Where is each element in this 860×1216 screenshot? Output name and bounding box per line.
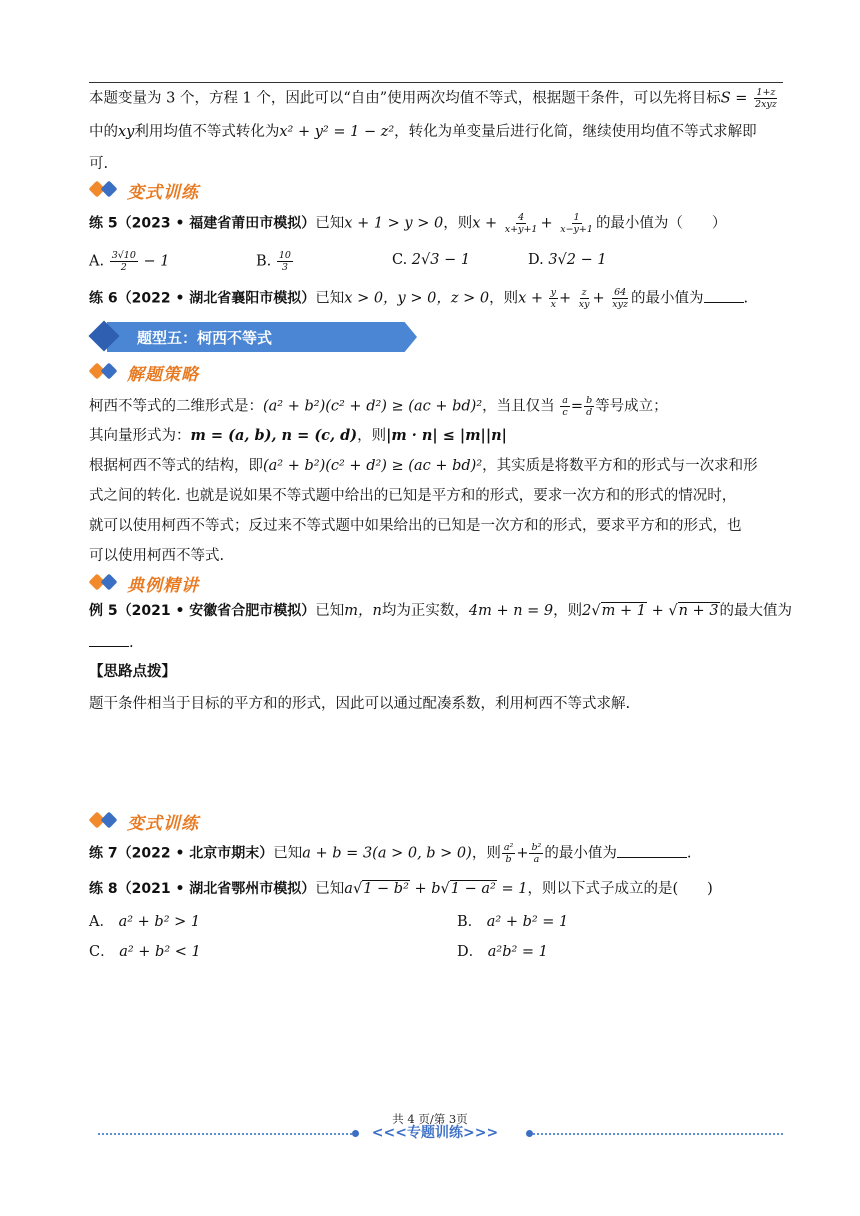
topic-banner (89, 322, 431, 352)
option-a: A． a² + b² > 1 (89, 914, 201, 930)
exercise-8: 练 8（2021 • 湖北省鄂州市模拟）已知a√1 − b² + b√1 − a² = 1，则以下式子成立的是( ) (89, 881, 713, 897)
answer-blank[interactable] (89, 634, 129, 647)
option-c: C. 2√3 − 1 (392, 252, 471, 268)
section-heading-example: 典例精讲 (89, 571, 199, 595)
intro-text: 本题变量为 3 个，方程 1 个，因此可以“自由”使用两次均值不等式，根据题干条件，可以先将目标 (89, 90, 721, 107)
exercise-label: 练 7（2022 • 北京市期末） (89, 845, 274, 862)
strategy-line-2: 其向量形式为：m = (a, b), n = (c, d)，则|m · n| ≤ |m||n| (89, 427, 507, 444)
footer-dot-left (352, 1130, 359, 1137)
option-d: D. 3√2 − 1 (528, 252, 607, 268)
strategy-line-1: 柯西不等式的二维形式是：(a² + b²)(c² + d²) ≥ (ac + bd)²，当且仅当 $\frac{a}{c}$ = $\frac{b}{d}$ 等号成立； (89, 395, 668, 418)
intro-line-2: 中的xy利用均值不等式转化为x² + y² = 1 − z²，转化为单变量后进行化简，继续使用均值不等式求解即 (89, 124, 757, 140)
answer-blank[interactable] (617, 845, 687, 858)
strategy-line-4: 式之间的转化. 也就是说如果不等式题中给出的已知是平方和的形式，要求一次方和的形式的情况时， (89, 488, 737, 504)
exercise-label: 练 8（2021 • 湖北省鄂州市模拟） (89, 881, 316, 897)
exercise-label: 练 6（2022 • 湖北省襄阳市模拟） (89, 290, 316, 307)
intro-line-3: 可. (89, 156, 109, 172)
exercise-7: 练 7（2022 • 北京市期末）已知a + b = 3(a > 0, b > 0)，则 $\frac{\text{a²}}{b}$ + $\frac{\text{b²}}{a}$ 的最小值为 . (89, 842, 692, 865)
strategy-line-6: 可以使用柯西不等式. (89, 548, 225, 564)
double-diamond-icon (89, 813, 121, 829)
option-b: B. $\frac{10}{3}$ (256, 250, 291, 273)
footer-divider-right (533, 1133, 783, 1135)
header-rule (89, 82, 783, 83)
example-label: 例 5（2021 • 安徽省合肥市模拟） (89, 603, 316, 619)
example-5-blank-line: . (89, 633, 789, 653)
exercise-6: 练 6（2022 • 湖北省襄阳市模拟）已知x > 0，y > 0，z > 0，则x + $\frac{y}{x}$ + $\frac{z}{xy}$ + $\frac{64}{\text{xyz}}$ 的最小值为 . (89, 287, 749, 310)
double-diamond-icon (89, 364, 121, 380)
double-diamond-icon (89, 182, 121, 198)
page-number: 共 4 页/第 3页 (392, 1112, 468, 1126)
section-heading-variant: 变式训练 (89, 178, 199, 202)
option-c: C． a² + b² < 1 (89, 944, 201, 960)
double-diamond-icon (89, 575, 121, 591)
option-a: A. $\frac{3√10}{2}$ − 1 (89, 250, 170, 273)
section-heading-variant-2: 变式训练 (89, 809, 199, 833)
section-heading-strategy: 解题策略 (89, 360, 199, 384)
banner-title: 题型五：柯西不等式 (137, 328, 273, 347)
footer-dot-right (526, 1130, 533, 1137)
example-5: 例 5（2021 • 安徽省合肥市模拟）已知m，n均为正实数，4m + n = 9，则2√m + 1 + √n + 3的最大值为 (89, 603, 793, 619)
option-d: D． a²b² = 1 (457, 944, 548, 960)
footer-label: <<<专题训练>>> (371, 1125, 499, 1141)
answer-blank[interactable] (704, 290, 744, 303)
strategy-line-3: 根据柯西不等式的结构，即(a² + b²)(c² + d²) ≥ (ac + bd)²，其实质是将数平方和的形式与一次求和形 (89, 458, 758, 474)
math-fraction: $\frac{1+z}{\text{2xyz}}$ (755, 87, 777, 110)
strategy-line-5: 就可以使用柯西不等式；反过来不等式题中如果给出的已知是一次方和的形式，要求平方和的形式，也 (89, 518, 742, 534)
hint-text: 题干条件相当于目标的平方和的形式，因此可以通过配凑系数，利用柯西不等式求解. (89, 696, 631, 712)
exercise-5: 练 5（2023 • 福建省莆田市模拟）已知x + 1 > y > 0，则x + $\frac{4}{x+y+1}$ + $\frac{1}{x-y+1}$ 的最小值为（ ） (89, 212, 727, 235)
option-b: B． a² + b² = 1 (457, 914, 569, 930)
exercise-label: 练 5（2023 • 福建省莆田市模拟） (89, 215, 316, 232)
hint-title: 【思路点拨】 (89, 664, 176, 680)
math-S: S = (720, 90, 748, 107)
intro-line-1 (89, 87, 789, 110)
footer-divider-left (98, 1133, 352, 1135)
